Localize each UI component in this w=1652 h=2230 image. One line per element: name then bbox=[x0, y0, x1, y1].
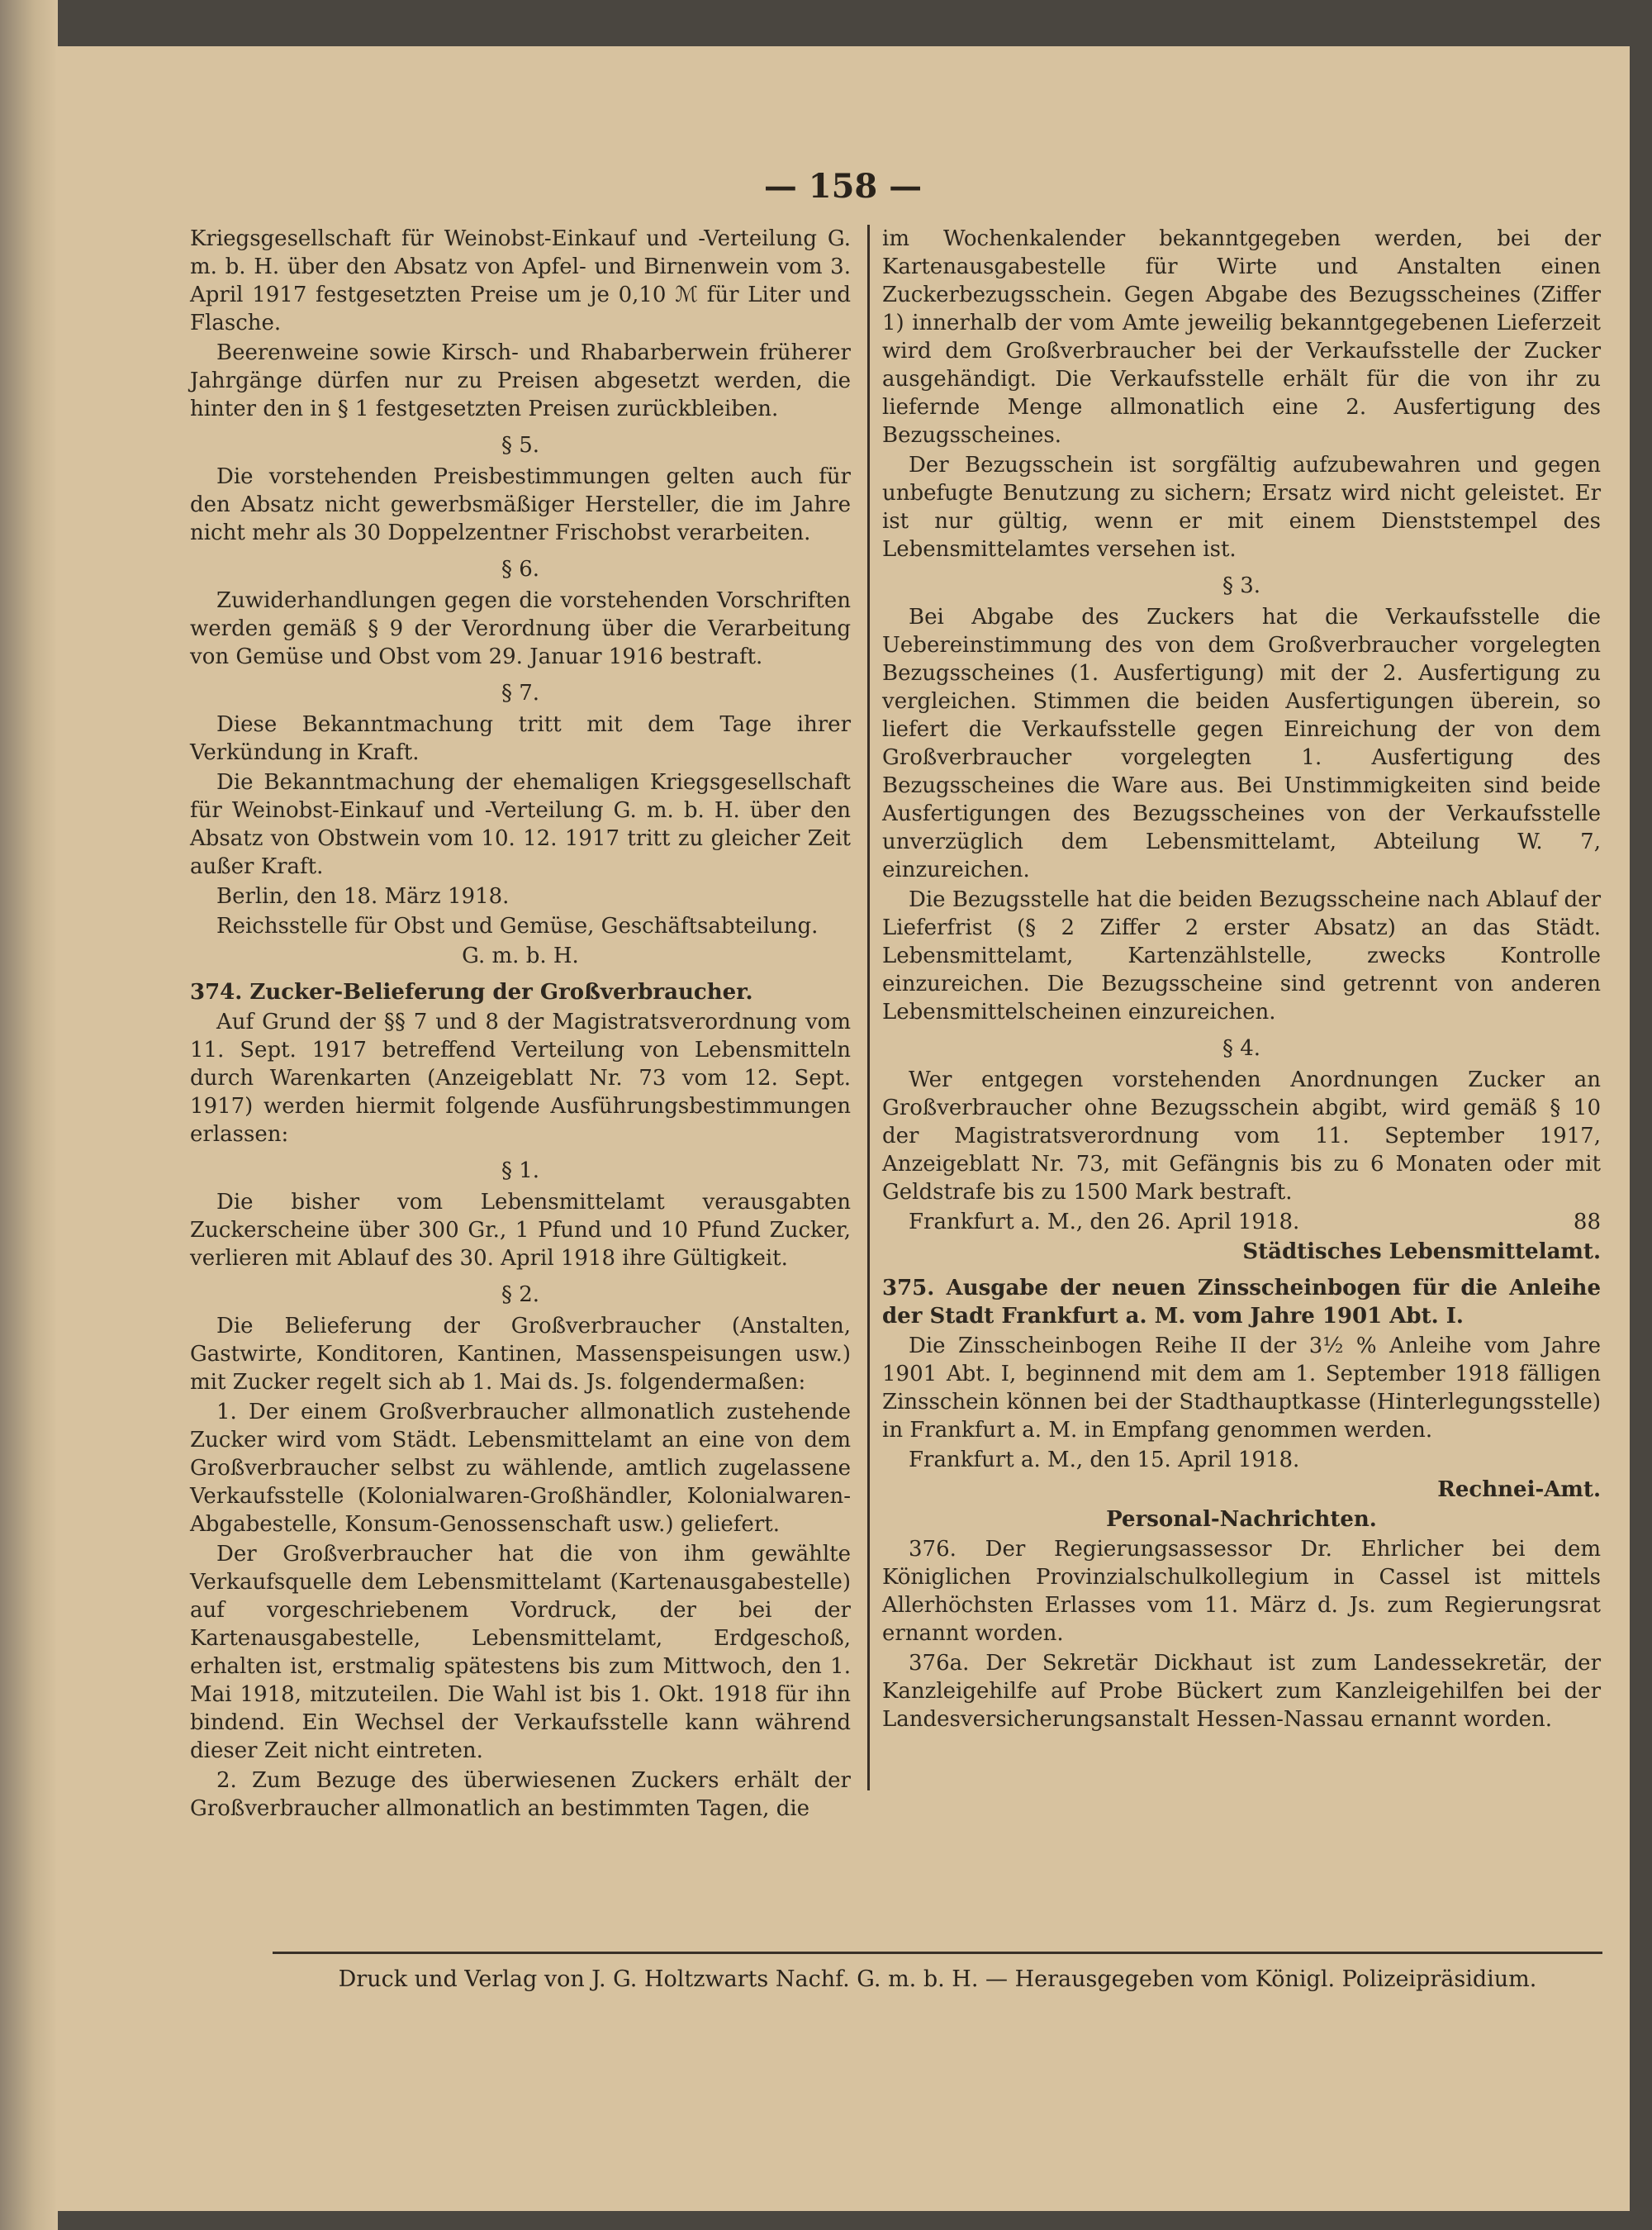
paragraph: Wer entgegen vorstehenden Anordnungen Zucker an Großverbraucher ohne Bezugsschein abgibt, wird gemäß § 10 der Magistratsverordnung vom 11. September 1917, Anzeigeblatt Nr. 73, mit Gefängnis bis zu 6 Monaten oder mit Geldstrafe bis zu 1500 Mark bestraft. bbox=[882, 1067, 1601, 1205]
imprint-footer: Druck und Verlag von J. G. Holtzwarts Nachf. G. m. b. H. — Herausgegeben vom Königl. Polizeipräsidium. bbox=[338, 1966, 1537, 1992]
section-number: § 5. bbox=[501, 433, 540, 458]
signature: Städtisches Lebensmittelamt. bbox=[1242, 1239, 1601, 1264]
paragraph: Der Bezugsschein ist sorgfältig aufzubewahren und gegen unbefugte Benutzung zu sichern; Ersatz wird nicht geleistet. Er ist nur gültig, wenn er mit einem Dienststempel des Lebensmittelamtes versehen ist. bbox=[882, 453, 1601, 562]
section-number: § 6. bbox=[501, 557, 540, 582]
paragraph: Die bisher vom Lebensmittelamt verausgabten Zuckerscheine über 300 Gr., 1 Pfund und 10 Pfund Zucker, verlieren mit Ablauf des 30. April 1918 ihre Gültigkeit. bbox=[190, 1190, 851, 1271]
reference-number: 88 bbox=[1573, 1210, 1601, 1234]
paragraph: Diese Bekanntmachung tritt mit dem Tage ihrer Verkündung in Kraft. bbox=[190, 712, 851, 765]
paragraph: im Wochenkalender bekanntgegeben werden, bei der Kartenausgabestelle für Wirte und Anstalten einen Zuckerbezugsschein. Gegen Abgabe des Bezugsscheines (Ziffer 1) innerhalb der vom Amte jeweilig bekanntgegebenen Lieferzeit wird dem Großverbraucher bei der Verkaufsstelle der Zucker ausgehändigt. Die Verkaufsstelle erhält für die von ihr zu liefernde Menge allmonatlich eine 2. Ausfertigung des Bezugsscheines. bbox=[882, 226, 1601, 448]
paragraph: Bei Abgabe des Zuckers hat die Verkaufsstelle die Uebereinstimmung des von dem Großverbraucher vorgelegten Bezugsscheines (1. Ausfertigung) mit der 2. Ausfertigung zu vergleichen. Stimmen die beiden Ausfertigungen überein, so liefert die Verkaufsstelle gegen Einreichung der von dem Großverbraucher vorgelegten 1. Ausfertigung des Bezugsscheines die Ware aus. Bei Unstimmigkeiten sind beide Ausfertigungen des Bezugsscheines von der Verkaufsstelle unverzüglich dem Lebensmittelamt, Abteilung W. 7, einzureichen. bbox=[882, 605, 1601, 882]
page-number: — 158 — bbox=[763, 167, 923, 206]
paragraph: 376a. Der Sekretär Dickhaut ist zum Landessekretär, der Kanzleigehilfe auf Probe Bückert zum Kanzleigehilfen bei der Landesversicherungsanstalt Hessen-Nassau ernannt worden. bbox=[882, 1651, 1601, 1732]
place-date: Berlin, den 18. März 1918. bbox=[216, 884, 510, 909]
section-title: Personal-Nachrichten. bbox=[1106, 1507, 1377, 1532]
notice-heading: 375. Ausgabe der neuen Zinsscheinbogen für die Anleihe der Stadt Frankfurt a. M. vom Jahre 1901 Abt. I. bbox=[882, 1276, 1601, 1329]
left-column bbox=[190, 225, 851, 1824]
paragraph: Die vorstehenden Preisbestimmungen gelten auch für den Absatz nicht gewerbsmäßiger Hersteller, die im Jahre nicht mehr als 30 Doppelzentner Frischobst verarbeiten. bbox=[190, 464, 851, 545]
notice-heading: 374. Zucker-Belieferung der Großverbraucher. bbox=[190, 980, 753, 1005]
paragraph: Die Belieferung der Großverbraucher (Anstalten, Gastwirte, Konditoren, Kantinen, Massenspeisungen usw.) mit Zucker regelt sich ab 1. Mai ds. Js. folgendermaßen: bbox=[190, 1314, 851, 1395]
paragraph: Auf Grund der §§ 7 und 8 der Magistratsverordnung vom 11. Sept. 1917 betreffend Verteilung von Lebensmitteln durch Warenkarten (Anzeigeblatt Nr. 73 vom 12. Sept. 1917) werden hiermit folgende Ausführungsbestimmungen erlassen: bbox=[190, 1010, 851, 1147]
section-number: § 7. bbox=[501, 681, 540, 706]
paragraph: Die Zinsscheinbogen Reihe II der 3½ % Anleihe vom Jahre 1901 Abt. I, beginnend mit dem am 1. September 1918 fälligen Zinsschein können bei der Stadthauptkasse (Hinterlegungsstelle) in Frankfurt a. M. in Empfang genommen werden. bbox=[882, 1334, 1601, 1443]
column-divider bbox=[867, 225, 870, 1790]
place-date-text: Frankfurt a. M., den 26. April 1918. bbox=[909, 1210, 1300, 1234]
book-gutter bbox=[0, 0, 58, 2230]
signature-line: G. m. b. H. bbox=[462, 944, 579, 968]
signature: Rechnei-Amt. bbox=[1437, 1477, 1601, 1502]
place-date bbox=[882, 1208, 1601, 1236]
paragraph: 376. Der Regierungsassessor Dr. Ehrlicher bei dem Königlichen Provinzialschulkollegium in Cassel ist mittels Allerhöchsten Erlasses vom 11. März d. Js. zum Regierungsrat ernannt worden. bbox=[882, 1537, 1601, 1646]
paragraph: 1. Der einem Großverbraucher allmonatlich zustehende Zucker wird vom Städt. Lebensmittelamt an eine von dem Großverbraucher selbst zu wählende, amtlich zugelassene Verkaufsstelle (Kolonialwaren-Großhändler, Kolonialwaren-Abgabestelle, Konsum-Genossenschaft usw.) geliefert. bbox=[190, 1400, 851, 1537]
paragraph: 2. Zum Bezuge des überwiesenen Zuckers erhält der Großverbraucher allmonatlich an bestimmten Tagen, die bbox=[190, 1768, 851, 1821]
section-number: § 3. bbox=[1222, 573, 1261, 598]
place-date: Reichsstelle für Obst und Gemüse, Geschäftsabteilung. bbox=[216, 914, 819, 939]
paragraph: Die Bekanntmachung der ehemaligen Kriegsgesellschaft für Weinobst-Einkauf und -Verteilung G. m. b. H. über den Absatz von Obstwein vom 10. 12. 1917 tritt zu gleicher Zeit außer Kraft. bbox=[190, 770, 851, 879]
footer-rule bbox=[273, 1952, 1602, 1954]
right-column bbox=[882, 225, 1601, 1735]
section-number: § 1. bbox=[501, 1158, 540, 1183]
paragraph: Zuwiderhandlungen gegen die vorstehenden Vorschriften werden gemäß § 9 der Verordnung über die Verarbeitung von Gemüse und Obst vom 29. Januar 1916 bestraft. bbox=[190, 588, 851, 669]
section-number: § 4. bbox=[1222, 1036, 1261, 1061]
section-number: § 2. bbox=[501, 1282, 540, 1307]
place-date: Frankfurt a. M., den 15. April 1918. bbox=[909, 1448, 1300, 1472]
paragraph: Die Bezugsstelle hat die beiden Bezugsscheine nach Ablauf der Lieferfrist (§ 2 Ziffer 2 erster Absatz) an das Städt. Lebensmittelamt, Kartenzählstelle, zwecks Kontrolle einzureichen. Die Bezugsscheine sind getrennt von anderen Lebensmittelscheinen einzureichen. bbox=[882, 887, 1601, 1025]
paragraph: Kriegsgesellschaft für Weinobst-Einkauf und -Verteilung G. m. b. H. über den Absatz von Apfel- und Birnenwein vom 3. April 1917 festgesetzten Preise um je 0,10 ℳ für Liter und Flasche. bbox=[190, 226, 851, 335]
paragraph: Der Großverbraucher hat die von ihm gewählte Verkaufsquelle dem Lebensmittelamt (Kartenausgabestelle) auf vorgeschriebenem Vordruck, der bei der Kartenausgabestelle, Lebensmittelamt, Erdgeschoß, erhalten ist, erstmalig spätestens bis zum Mittwoch, den 1. Mai 1918, mitzuteilen. Die Wahl ist bis 1. Okt. 1918 für ihn bindend. Ein Wechsel der Verkaufsstelle kann während dieser Zeit nicht eintreten. bbox=[190, 1542, 851, 1763]
paragraph: Beerenweine sowie Kirsch- und Rhabarberwein früherer Jahrgänge dürfen nur zu Preisen abgesetzt werden, die hinter den in § 1 festgesetzten Preisen zurückbleiben. bbox=[190, 340, 851, 421]
